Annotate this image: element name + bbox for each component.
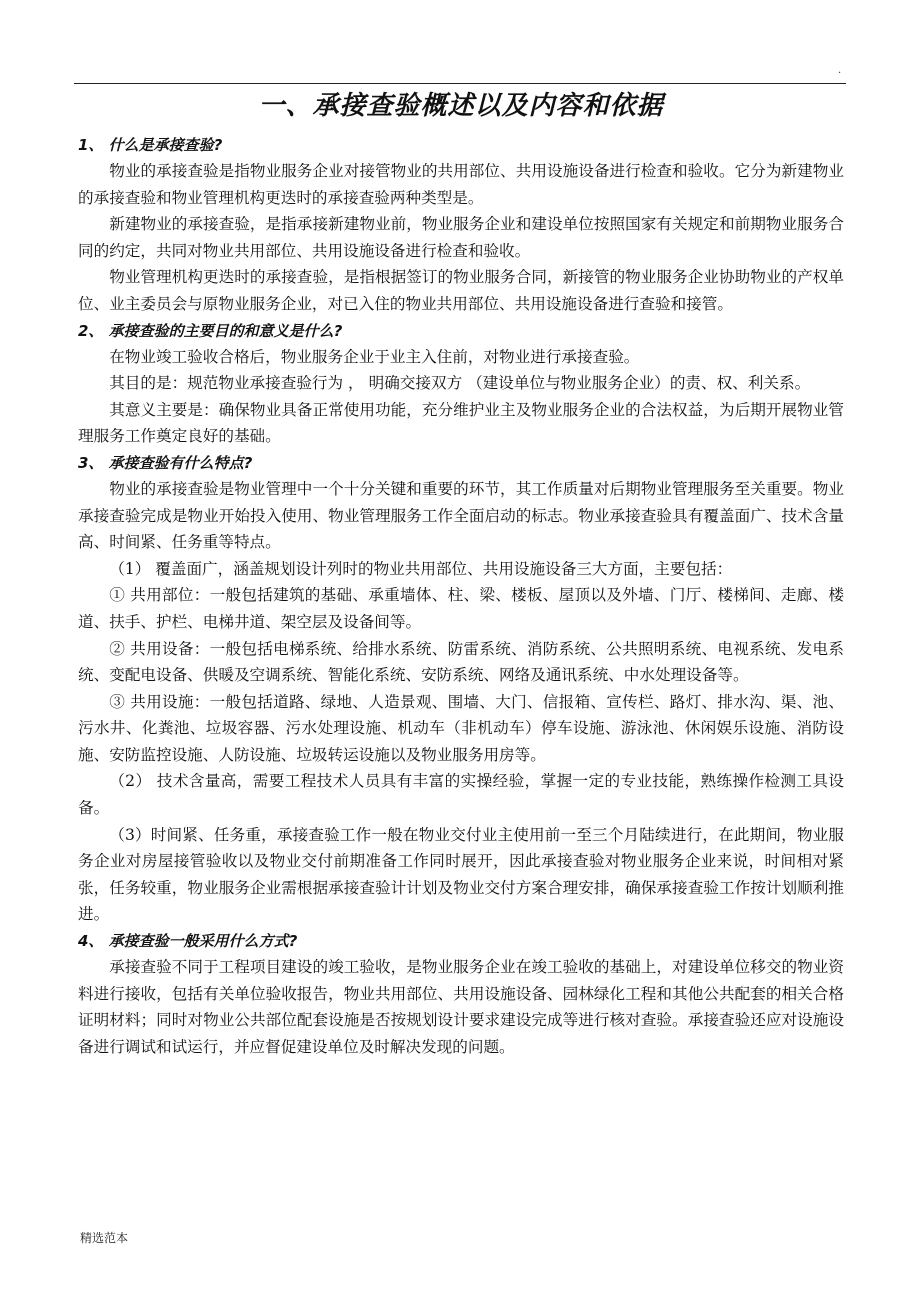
header-mark: .	[838, 65, 842, 76]
section-heading: 4、 承接查验一般采用什么方式?	[78, 932, 298, 951]
list-item: ① 共用部位：一般包括建筑的基础、承重墙体、柱、梁、楼板、屋顶以及外墙、门厅、楼梯间、走廊、楼道、扶手、护栏、电梯井道、架空层及设备间等。	[78, 586, 844, 631]
section-methods	[78, 928, 844, 1060]
list-item: ② 共用设备：一般包括电梯系统、给排水系统、防雷系统、消防系统、公共照明系统、电视系统、发电系统、变配电设备、供暖及空调系统、智能化系统、安防系统、网络及通讯系统、中水处理设备等。	[78, 639, 844, 685]
paragraph: 承接查验不同于工程项目建设的竣工验收，是物业服务企业在竣工验收的基础上，对建设单位移交的物业资料进行接收，包括有关单位验收报告，物业共用部位、共用设施设备、园林绿化工程和其他公共配套的相关合格证明材料；同时对物业公共部位配套设施是否按规划设计要求建设完成等进行核对查验。承接查验还应对设施设备进行调试和试运行，并应督促建设单位及时解决发现的问题。	[78, 958, 844, 1056]
list-item: （1） 覆盖面广，涵盖规划设计列时的物业共用部位、共用设施设备三大方面，主要包括：	[109, 559, 733, 578]
footer-text: 精选范本	[80, 1231, 129, 1245]
page-title: 一、承接查验概述以及内容和依据	[258, 91, 664, 121]
paragraph: 在物业竣工验收合格后，物业服务企业于业主入住前，对物业进行承接查验。	[109, 347, 640, 366]
section-what-is	[78, 132, 844, 318]
section-heading: 1、 什么是承接查验?	[78, 136, 223, 154]
section-features	[78, 450, 844, 928]
list-item: （3）时间紧、任务重，承接查验工作一般在物业交付业主使用前一至三个月陆续进行，在此期间，物业服务企业对房屋接管验收以及物业交付前期准备工作同时展开，因此承接查验对物业服务企业来说，时间相对紧张，任务较重，物业服务企业需根据承接查验计计划及物业交付方案合理安排，确保承接查验工作按计划顺利推进。	[78, 825, 844, 924]
section-purpose	[78, 318, 844, 450]
paragraph: 物业管理机构更迭时的承接查验，是指根据签订的物业服务合同，新接管的物业服务企业协助物业的产权单位、业主委员会与原物业服务企业，对已入住的物业共用部位、共用设施设备进行查验和接管。	[78, 268, 844, 313]
section-heading: 2、 承接查验的主要目的和意义是什么?	[78, 321, 343, 340]
paragraph: 新建物业的承接查验，是指承接新建物业前，物业服务企业和建设单位按照国家有关规定和前期物业服务合同的约定，共同对物业共用部位、共用设施设备进行检查和验收。	[78, 215, 844, 260]
paragraph: 其目的是：规范物业承接查验行为 ， 明确交接双方 （建设单位与物业服务企业）的责、权、利关系。	[109, 374, 811, 393]
list-item: （2） 技术含量高，需要工程技术人员具有丰富的实操经验，掌握一定的专业技能，熟练操作检测工具设备。	[78, 772, 844, 818]
paragraph: 其意义主要是：确保物业具备正常使用功能，充分维护业主及物业服务企业的合法权益，为后期开展物业管理服务工作奠定良好的基础。	[78, 400, 844, 446]
document-body	[78, 86, 844, 1060]
paragraph: 物业的承接查验是物业管理中一个十分关键和重要的环节，其工作质量对后期物业管理服务至关重要。物业承接查验完成是物业开始投入使用、物业管理服务工作全面启动的标志。物业承接查验具有覆盖面广、技术含量高、时间紧、任务重等特点。	[78, 479, 844, 552]
list-item: ③ 共用设施：一般包括道路、绿地、人造景观、围墙、大门、信报箱、宣传栏、路灯、排水沟、渠、池、污水井、化粪池、垃圾容器、污水处理设施、机动车（非机动车）停车设施、游泳池、休闲娱乐设施、消防设施、安防监控设施、人防设施、垃圾转运设施以及物业服务用房等。	[78, 692, 844, 764]
paragraph: 物业的承接查验是指物业服务企业对接管物业的共用部位、共用设施设备进行检查和验收。它分为新建物业的承接查验和物业管理机构更迭时的承接查验两种类型是。	[78, 162, 844, 207]
section-heading: 3、 承接查验有什么特点?	[78, 453, 253, 472]
header-rule	[74, 83, 846, 84]
